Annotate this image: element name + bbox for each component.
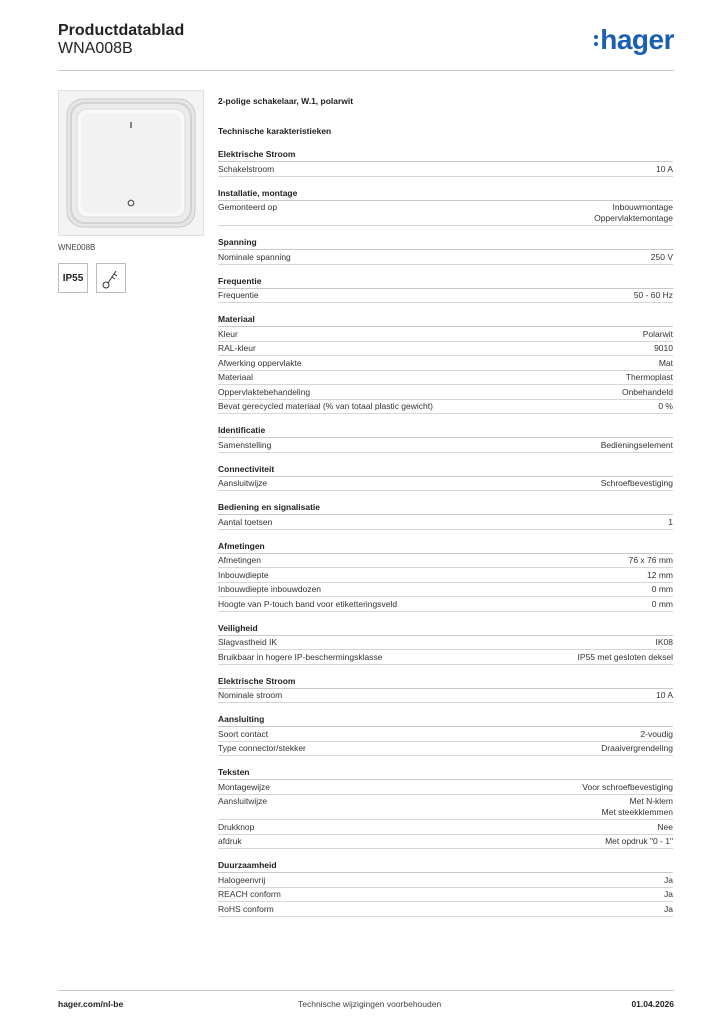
spec-label: Nominale spanning: [218, 251, 291, 262]
spec-label: Drukknop: [218, 821, 255, 832]
page-footer: [58, 990, 674, 1009]
spec-value: [601, 478, 673, 489]
spec-row: [218, 371, 673, 386]
spec-value: [657, 822, 673, 833]
spec-label: afdruk: [218, 836, 242, 846]
image-caption: WNE008B: [58, 243, 96, 252]
section-title: Installatie, montage: [218, 187, 673, 201]
spec-value: [654, 343, 673, 354]
spec-label: Inbouwdiepte: [218, 569, 269, 580]
spec-value: [658, 401, 673, 412]
spec-section: [218, 713, 673, 756]
spec-label: Hoogte van P-touch band voor etiketteringsveld: [218, 598, 398, 609]
spec-row: [218, 636, 673, 651]
spec-section: [218, 859, 673, 917]
section-title: Bediening en signalisatie: [218, 501, 673, 515]
spec-label: Aansluitwijze: [218, 478, 268, 488]
spec-row: [218, 327, 673, 342]
spec-value: [652, 599, 673, 610]
spec-value: [664, 904, 673, 915]
spec-row: [218, 835, 673, 850]
spec-value-line: Met steekklemmen: [601, 807, 673, 817]
spec-section: [218, 148, 673, 177]
spec-row: [218, 201, 673, 227]
spec-row: [218, 820, 673, 835]
hager-logo: [594, 26, 674, 54]
spec-label: Afmetingen: [218, 555, 261, 565]
section-title: Elektrische Stroom: [218, 675, 673, 689]
spec-value-line: Mat: [658, 357, 673, 368]
section-title: Veiligheid: [218, 622, 673, 636]
spec-value: [640, 729, 673, 740]
spec-label: Slagvastheid IK: [218, 637, 278, 647]
spec-value-line: 76 x 76 mm: [628, 555, 673, 565]
spec-value: [578, 652, 673, 663]
spec-value-line: Met opdruk "0 - 1": [605, 836, 673, 846]
spec-section: [218, 540, 673, 612]
spec-section: [218, 236, 673, 265]
spec-label: Samenstelling: [218, 439, 272, 450]
spec-label: Inbouwdiepte inbouwdozen: [218, 584, 322, 594]
spec-section: [218, 313, 673, 414]
spec-value: [652, 584, 673, 595]
section-title: Connectiviteit: [218, 463, 673, 477]
spec-value: [656, 164, 673, 175]
spec-label: Type connector/stekker: [218, 743, 306, 753]
spec-value-line: Voor schroefbevestiging: [582, 781, 673, 792]
spec-row: [218, 873, 673, 888]
spec-label: Gemonteerd op: [218, 202, 278, 212]
spec-row: [218, 385, 673, 400]
spec-row: [218, 689, 673, 704]
section-title: Materiaal: [218, 313, 673, 327]
spec-label: REACH conform: [218, 889, 281, 899]
spec-label: RAL-kleur: [218, 343, 256, 353]
spec-row: [218, 356, 673, 371]
spec-value: [601, 440, 673, 451]
product-code: WNA008B: [58, 40, 133, 57]
spec-value-line: 50 - 60 Hz: [633, 290, 673, 300]
spec-row: [218, 795, 673, 821]
spec-value-line: 12 mm: [647, 569, 673, 580]
spec-value-line: Onbehandeld: [621, 386, 673, 397]
section-title: Aansluiting: [218, 713, 673, 727]
section-title: Teksten: [218, 766, 673, 780]
spec-value-line: Ja: [664, 903, 673, 914]
section-title: Frequentie: [218, 275, 673, 289]
ip-rating-badge: IP55: [58, 263, 88, 293]
spec-row: [218, 477, 673, 492]
spec-row: [218, 400, 673, 415]
spec-row: [218, 780, 673, 795]
spec-value: [668, 517, 673, 528]
spec-label: Bevat gerecycled materiaal (% van totaal plastic gewicht): [218, 401, 433, 411]
spec-value: [651, 252, 673, 263]
footer-website-link[interactable]: hager.com/nl-be: [58, 999, 124, 1009]
spec-value-line: IK08: [655, 637, 673, 647]
spec-row: [218, 902, 673, 917]
spec-section: [218, 501, 673, 530]
spec-row: [218, 250, 673, 265]
spec-value-line: 10 A: [655, 163, 673, 174]
tech-heading: Technische karakteristieken: [218, 126, 332, 136]
document-title: Productdatablad: [58, 22, 185, 39]
spec-value: [602, 796, 673, 818]
spec-row: [218, 438, 673, 453]
spec-section: [218, 675, 673, 704]
spec-value-line: Ja: [664, 889, 673, 899]
spec-value-line: Oppervlaktemontage: [594, 213, 673, 223]
section-title: Afmetingen: [218, 540, 673, 554]
spec-value-line: Inbouwmontage: [612, 202, 673, 212]
spec-label: Bruikbaar in hogere IP-beschermingsklasse: [218, 651, 383, 662]
spec-label: Frequentie: [218, 290, 259, 300]
spec-value-line: Draaivergrendeling: [601, 743, 673, 753]
spec-label: RoHS conform: [218, 903, 274, 914]
spec-value-line: 250 V: [650, 251, 673, 262]
spec-label: Soort contact: [218, 728, 269, 739]
spec-value-line: Schroefbevestiging: [600, 478, 673, 488]
section-title: Elektrische Stroom: [218, 148, 673, 162]
spec-value-line: 10 A: [655, 690, 673, 700]
spec-value: [605, 836, 673, 847]
footer-disclaimer: Technische wijzigingen voorbehouden: [298, 999, 442, 1009]
spec-value: [659, 358, 673, 369]
spec-label: Aantal toetsen: [218, 516, 273, 527]
spec-label: Afwerking oppervlakte: [218, 357, 302, 368]
spec-value: [664, 889, 673, 900]
spec-value: [656, 637, 674, 648]
page-header: [58, 20, 674, 71]
spec-section: [218, 766, 673, 849]
product-description: 2-polige schakelaar, W.1, polarwit: [218, 96, 354, 106]
spec-row: [218, 554, 673, 569]
spec-value: [634, 290, 673, 301]
spec-label: Halogeenvrij: [218, 874, 266, 885]
spec-section: [218, 275, 673, 304]
spec-row: [218, 289, 673, 304]
spec-value-line: 0 mm: [651, 584, 673, 594]
switch-plate-icon: [59, 91, 203, 235]
spec-value-line: Nee: [657, 821, 673, 832]
spec-section: [218, 622, 673, 665]
spec-value: [664, 875, 673, 886]
spec-value-line: Thermoplast: [625, 372, 673, 382]
spec-value: [656, 690, 673, 701]
spec-row: [218, 650, 673, 665]
spec-value-line: 9010: [654, 343, 673, 353]
spec-label: Schakelstroom: [218, 163, 275, 174]
spec-value-line: Ja: [664, 874, 673, 885]
spec-value-line: 2-voudig: [640, 728, 673, 739]
spec-section: [218, 463, 673, 492]
spec-value: [622, 387, 673, 398]
logo-text: hager: [600, 24, 674, 55]
spec-value: [594, 202, 673, 224]
spec-label: Aansluitwijze: [218, 796, 268, 806]
spec-label: Montagewijze: [218, 781, 270, 792]
section-title: Spanning: [218, 236, 673, 250]
spec-row: [218, 342, 673, 357]
spec-row: [218, 583, 673, 598]
spec-row: [218, 597, 673, 612]
spec-label: Materiaal: [218, 372, 253, 382]
spec-value: [643, 329, 673, 340]
section-title: Identificatie: [218, 424, 673, 438]
spec-value: [629, 555, 673, 566]
spec-label: Oppervlaktebehandeling: [218, 386, 311, 397]
spec-section: [218, 187, 673, 227]
spec-value-line: IP55 met gesloten deksel: [577, 651, 673, 662]
spec-sections: [218, 148, 673, 917]
product-image: [58, 90, 204, 236]
section-title: Duurzaamheid: [218, 859, 673, 873]
spec-row: [218, 162, 673, 177]
spec-label: Kleur: [218, 328, 238, 339]
spec-value-line: 0 %: [658, 401, 673, 411]
spec-value-line: 0 mm: [651, 598, 673, 609]
spec-value-line: Bedieningselement: [600, 439, 673, 450]
spec-content: [218, 94, 673, 917]
spec-row: [218, 515, 673, 530]
spec-row: [218, 888, 673, 903]
spec-value-line: 1: [668, 516, 673, 527]
spec-value: [582, 782, 673, 793]
spec-value: [601, 743, 673, 754]
spec-value: [647, 570, 673, 581]
switch-symbol-icon: [96, 263, 126, 293]
spec-section: [218, 424, 673, 453]
spec-value-line: Polarwit: [642, 328, 673, 339]
spec-value: [626, 372, 673, 383]
spec-row: [218, 742, 673, 757]
spec-value-line: Met N-klem: [629, 796, 673, 806]
footer-date: 01.04.2026: [631, 999, 674, 1009]
spec-row: [218, 568, 673, 583]
spec-label: Nominale stroom: [218, 690, 283, 700]
spec-row: [218, 727, 673, 742]
logo-dots-icon: [594, 33, 598, 47]
